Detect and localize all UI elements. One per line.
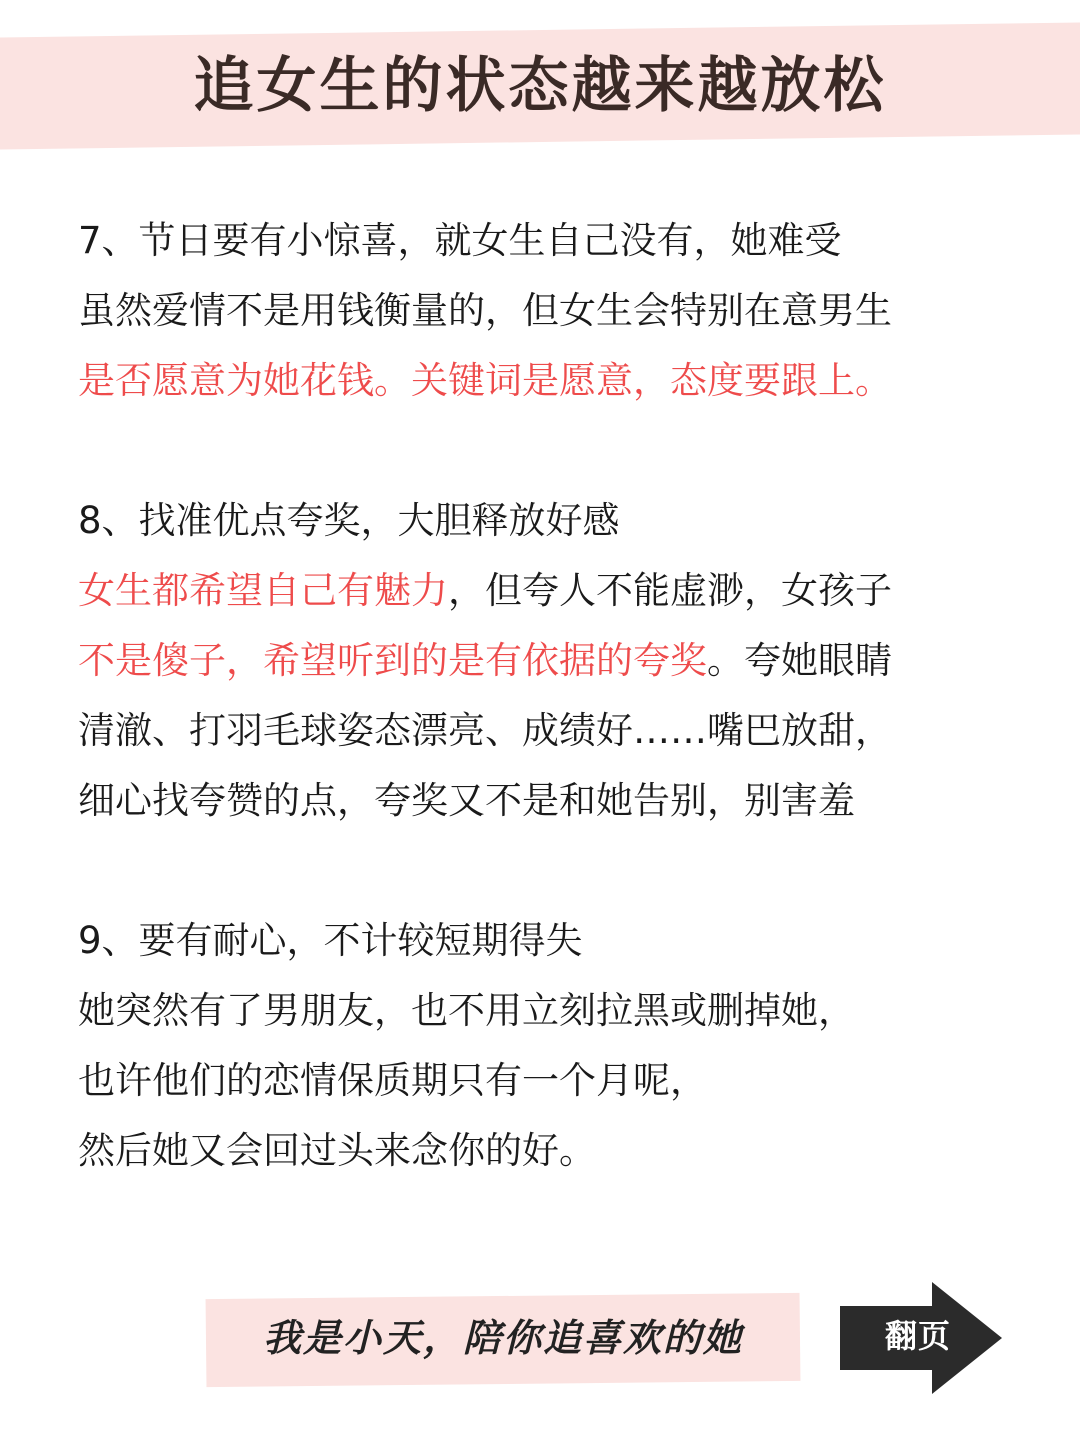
highlight-line: 是否愿意为她花钱。关键词是愿意，态度要跟上。 bbox=[78, 359, 892, 402]
section-heading: 8、找准优点夸奖，大胆释放好感 bbox=[78, 499, 620, 542]
paragraph-text: 。夸她眼睛 bbox=[707, 639, 892, 682]
section-heading: 9、要有耐心，不计较短期得失 bbox=[78, 919, 583, 962]
highlight-text: 女生都希望自己有魅力 bbox=[78, 569, 448, 612]
highlight-text: 不是傻子，希望听到的是有依据的夸奖 bbox=[78, 639, 707, 682]
paragraph-line: 清澈、打羽毛球姿态漂亮、成绩好……嘴巴放甜， bbox=[78, 709, 892, 752]
paragraph-line: 也许他们的恋情保质期只有一个月呢， bbox=[78, 1059, 707, 1102]
paragraph-line bbox=[78, 626, 1018, 696]
paragraph-line bbox=[78, 556, 1018, 626]
paragraph-line: 她突然有了男朋友，也不用立刻拉黑或删掉她， bbox=[78, 989, 855, 1032]
section-heading: 7、节日要有小惊喜，就女生自己没有，她难受 bbox=[78, 219, 842, 262]
next-page-label: 翻页 bbox=[884, 1317, 951, 1355]
section-9 bbox=[78, 906, 1018, 1186]
section-8 bbox=[78, 486, 1018, 836]
paragraph-line: 虽然爱情不是用钱衡量的，但女生会特别在意男生 bbox=[78, 289, 892, 332]
paragraph-line: 然后她又会回过头来念你的好。 bbox=[78, 1129, 596, 1172]
article-body bbox=[78, 206, 1018, 1256]
paragraph-text: ，但夸人不能虚渺，女孩子 bbox=[448, 569, 892, 612]
paragraph-line: 细心找夸赞的点，夸奖又不是和她告别，别害羞 bbox=[78, 779, 855, 822]
page-title: 追女生的状态越来越放松 bbox=[193, 51, 887, 121]
section-7 bbox=[78, 206, 1018, 416]
next-page-button[interactable] bbox=[836, 1280, 1006, 1396]
author-slogan: 我是小天，陪你追喜欢的她 bbox=[262, 1315, 743, 1360]
